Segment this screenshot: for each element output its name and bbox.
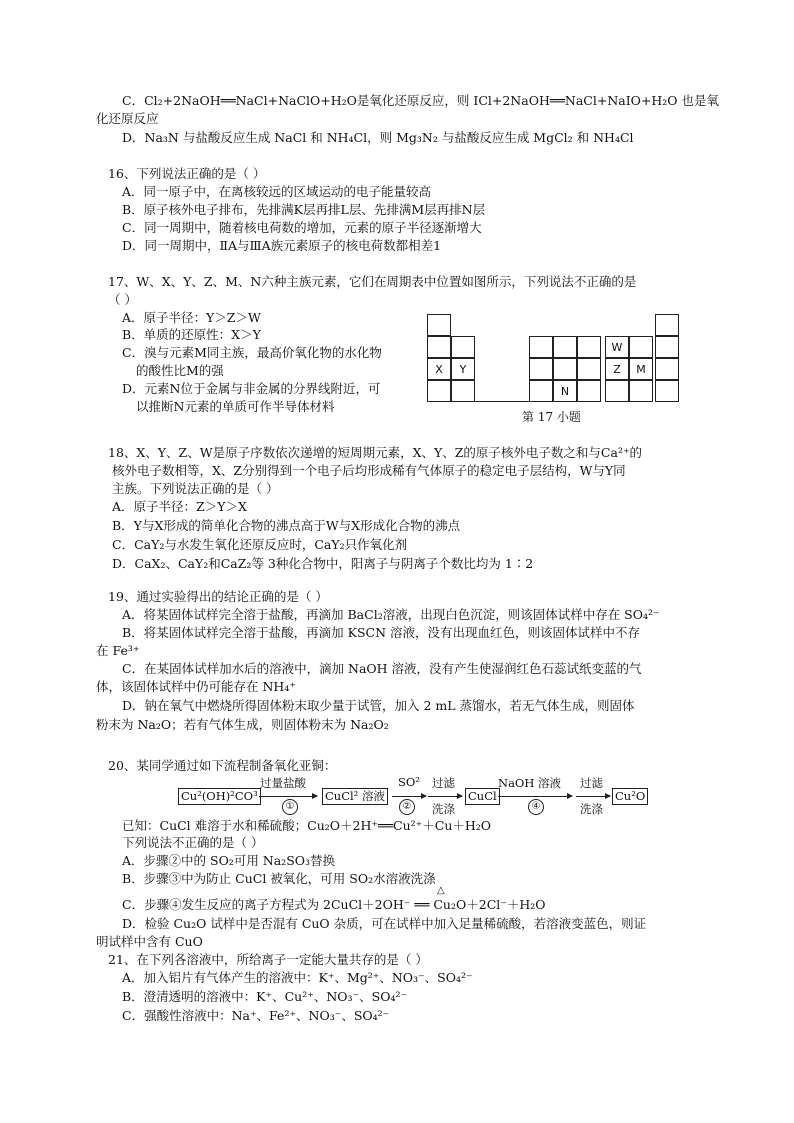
flow-arrow-4 [498,796,572,797]
flow-step4-label: NaOH 溶液 [498,776,562,790]
q17-option-d-line2: 以推断N元素的单质可作半导体材料 [136,399,335,414]
q17-option-c-line2: 的酸性比M的强 [136,363,224,378]
periodic-table-figure [427,314,683,410]
pt-cell-n: N [553,380,577,402]
q17-figure-caption: 第 17 小题 [522,410,581,424]
pt-cell [629,336,653,358]
q19-option-b-line2: 在 Fe³⁺ [96,643,140,658]
q20-known: 已知：CuCl 难溶于水和稀硫酸；Cu₂O＋2H⁺══Cu²⁺＋Cu＋H₂O [122,818,492,833]
flow-step3-label-bottom: 洗涤 [432,802,455,816]
q18-stem-line1: 18、X、Y、Z、W是原子序数依次递增的短周期元素，X、Y、Z的原子核外电子数之和与Ca²⁺的 [108,445,643,460]
q18-option-d: D．CaX₂、CaY₂和CaZ₂等 3种化合物中，阳离子与阴离子个数比均为 1∶2 [112,556,534,571]
q18-stem-line2: 核外电子数相等，X、Z分别得到一个电子后均形成稀有气体原子的稳定电子层结构，W与Y同 [112,463,626,478]
q20-option-d-line1: D．检验 Cu₂O 试样中是否混有 CuO 杂质，可在试样中加入足量稀硫酸，若溶液变蓝色，则证 [122,916,647,931]
pt-cell [655,358,679,380]
pt-cell-y: Y [451,358,475,380]
pt-cell [529,336,553,358]
flow-start-box: Cu²(OH)²CO³ [178,788,261,805]
q18-option-a: A．原子半径：Z＞Y＞X [112,499,247,514]
pt-cell [605,380,629,402]
pt-gap [475,380,529,402]
q17-option-b: B．单质的还原性：X＞Y [122,327,261,342]
q20-option-a: A．步骤②中的 SO₂可用 Na₂SO₃替换 [122,853,336,868]
flow-step1-label: 过量盐酸 [260,776,306,790]
q19-option-c-line1: C．在某固体试样加水后的溶液中，滴加 NaOH 溶液，没有产生使湿润红色石蕊试纸变蓝的气 [122,661,642,676]
pt-cell [655,380,679,402]
pt-cell [427,336,451,358]
flow-step4-number: ④ [528,799,544,815]
q20-option-d-line2: 明试样中含有 CuO [96,934,203,949]
q19-option-d-line1: D．钠在氧气中燃烧所得固体粉末取少量于试管，加入 2 mL 蒸馏水，若无气体生成，则固体 [122,698,635,713]
q21-option-c: C．强酸性溶液中：Na⁺、Fe²⁺、NO₃⁻、SO₄²⁻ [122,1008,390,1023]
q16-option-d: D．同一周期中，ⅡA与ⅢA族元素原子的核电荷数都相差1 [122,238,442,253]
q17-stem-line2: （ ） [108,292,137,307]
q20-stem: 20、某同学通过如下流程制备氧化亚铜： [108,758,337,773]
q21-stem: 21、在下列各溶液中，所给离子一定能大量共存的是（ ） [108,952,428,967]
q17-stem-line1: 17、W、X、Y、Z、M、N六种主族元素，它们在周期表中位置如图所示，下列说法不正确的是 [108,274,637,289]
flow-step1-number: ① [282,799,298,815]
q21-option-a: A．加入铝片有气体产生的溶液中：K⁺、Mg²⁺、NO₃⁻、SO₄²⁻ [122,970,473,985]
q15-option-d: D．Na₃N 与盐酸反应生成 NaCl 和 NH₄Cl，则 Mg₃N₂ 与盐酸反应生成 MgCl₂ 和 NH₄Cl [122,130,634,145]
pt-cell-x: X [427,358,451,380]
flow-step5-label-bottom: 洗涤 [580,802,603,816]
pt-cell-m: M [629,358,653,380]
flow-step5-label-top: 过滤 [580,776,603,790]
q16-option-b: B．原子核外电子排布，先排满K层再排L层、先排满M层再排N层 [122,202,486,217]
pt-cell [451,380,475,402]
flow-end-box: Cu²O [612,788,648,805]
q20-heat-symbol: △ [437,885,445,896]
q20-ask: 下列说法不正确的是（ ） [122,835,264,850]
q21-option-b: B．澄清透明的溶液中：K⁺、Cu²⁺、NO₃⁻、SO₄²⁻ [122,989,408,1004]
pt-cell [577,380,601,402]
pt-cell [451,336,475,358]
flow-arrow-1 [259,796,317,797]
q15-option-c-line2: 化还原反应 [96,111,159,126]
pt-cell-w: W [605,336,629,358]
pt-cell [629,380,653,402]
pt-cell [577,358,601,380]
q18-stem-line3: 主族。下列说法正确的是（ ） [112,481,279,496]
q19-option-c-line2: 体，该固体试样中仍可能存在 NH₄⁺ [96,679,296,694]
flow-cucl2-box: CuCl² 溶液 [322,788,388,805]
flow-step2-number: ② [399,799,415,815]
q16-option-c: C．同一周期中，随着核电荷数的增加，元素的原子半径逐渐增大 [122,220,482,235]
pt-cell [427,314,451,336]
q19-option-a: A．将某固体试样完全溶于盐酸，再滴加 BaCl₂溶液，出现白色沉淀，则该固体试样中存在 SO₄²⁻ [122,607,660,622]
pt-cell [427,380,451,402]
q18-option-c: C．CaY₂与水发生氧化还原反应时，CaY₂只作氧化剂 [112,537,408,552]
pt-cell [577,336,601,358]
flow-cucl-box: CuCl [465,788,500,805]
flow-arrow-5 [576,796,610,797]
flow-step2-label: SO² [398,775,420,789]
q20-option-b: B．步骤③中为防止 CuCl 被氧化，可用 SO₂水溶液洗涤 [122,871,436,886]
pt-cell [529,358,553,380]
pt-cell [553,336,577,358]
pt-cell [553,358,577,380]
q15-option-c-line1: C．Cl₂+2NaOH══NaCl+NaClO+H₂O是氧化还原反应，则 ICl+2NaOH══NaCl+NaIO+H₂O 也是氧 [122,93,720,108]
pt-cell-z: Z [605,358,629,380]
flow-step3-label-top: 过滤 [432,776,455,790]
q19-option-b-line1: B．将某固体试样完全溶于盐酸，再滴加 KSCN 溶液，没有出现血红色，则该固体试样中不存 [122,625,641,640]
flow-arrow-2 [392,796,426,797]
q20-option-c: C．步骤④发生反应的离子方程式为 2CuCl＋2OH⁻ ══ Cu₂O＋2Cl⁻＋H₂O [122,897,546,912]
q16-option-a: A．同一原子中，在离核较远的区域运动的电子能量较高 [122,184,432,199]
q16-stem: 16、下列说法正确的是（ ） [108,166,266,181]
q17-option-a: A．原子半径：Y＞Z＞W [122,310,261,325]
q18-option-b: B．Y与X形成的简单化合物的沸点高于W与X形成化合物的沸点 [112,518,461,533]
q17-option-d-line1: D．元素N位于金属与非金属的分界线附近，可 [122,381,381,396]
pt-cell [529,380,553,402]
q19-option-d-line2: 粉末为 Na₂O；若有气体生成，则固体粉末为 Na₂O₂ [96,717,389,732]
q19-stem: 19、通过实验得出的结论正确的是（ ） [108,589,328,604]
pt-cell [655,314,679,336]
q17-option-c-line1: C．溴与元素M同主族，最高价氧化物的水化物 [122,345,382,360]
flow-arrow-3 [428,796,462,797]
pt-cell [655,336,679,358]
